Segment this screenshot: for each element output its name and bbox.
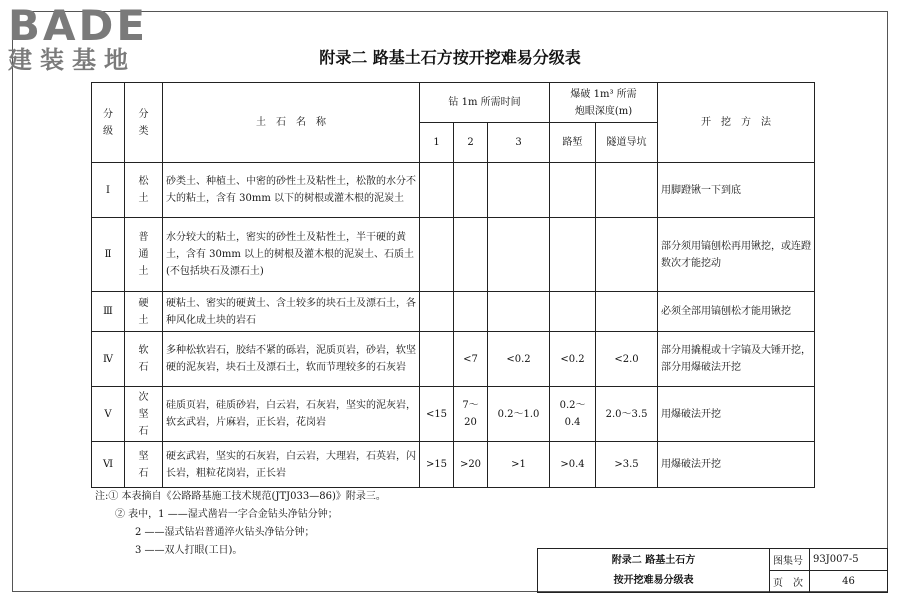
row-grade: Ⅲ [92,292,125,332]
note-3: 2 ——湿式钻岩普通淬火钻头净钻分钟； [135,527,315,538]
row-blast-tunnel: 2.0～3.5 [596,387,658,442]
row-name: 砂类土、种植土、中密的砂性土及粘性土，松散的水分不大的粘土，含有 30mm 以下的树根或灌木根的泥炭土 [163,163,420,218]
header-blast-cut: 路堑 [550,123,596,163]
row-name: 硬粘土、密实的硬黄土、含土较多的块石土及漂石土，各种风化成土块的岩石 [163,292,420,332]
row-drill-3 [488,292,550,332]
row-drill-1: <15 [420,387,454,442]
atlas-label: 图集号 [770,549,810,571]
header-drill-3: 3 [488,123,550,163]
header-drill-2: 2 [454,123,488,163]
atlas-value: 93J007-5 [810,549,888,571]
row-blast-tunnel [596,292,658,332]
header-grade: 分 级 [92,83,125,163]
row-grade: Ⅴ [92,387,125,442]
row-drill-1 [420,332,454,387]
row-method: 用脚蹬锹一下到底 [658,163,815,218]
row-drill-1: >15 [420,442,454,488]
row-drill-2 [454,163,488,218]
row-name: 硬玄武岩，坚实的石灰岩，白云岩，大理岩，石英岩，闪长岩，粗粒花岗岩，正长岩 [163,442,420,488]
row-drill-2 [454,218,488,292]
row-drill-3: >1 [488,442,550,488]
note-2: ② 表中，1 ——湿式凿岩一字合金钻头净钻分钟； [115,509,338,520]
note-4: 3 ——双人打眼(工日)。 [135,545,243,556]
page-label: 页 次 [770,571,810,593]
row-category: 软 石 [125,332,163,387]
row-method: 用爆破法开挖 [658,442,815,488]
row-grade: Ⅰ [92,163,125,218]
title-block-line-2: 按开挖难易分级表 [613,574,694,586]
table-row [92,387,815,442]
title-block [537,548,888,593]
header-blast-tunnel: 隧道导坑 [596,123,658,163]
table-row [92,442,815,488]
notes [95,488,386,560]
table-row [92,163,815,218]
header-row-1 [92,83,815,123]
row-grade: Ⅳ [92,332,125,387]
page-value: 46 [810,571,888,593]
row-category: 硬 土 [125,292,163,332]
table-row [92,292,815,332]
row-method: 必须全部用镐刨松才能用锹挖 [658,292,815,332]
row-category: 次 坚 石 [125,387,163,442]
note-1: 注:① 本表摘自《公路路基施工技术规范(JTJ033—86)》附录三。 [95,491,386,502]
row-name: 硅质页岩，硅质砂岩，白云岩，石灰岩，坚实的泥灰岩，软玄武岩，片麻岩，正长岩，花岗岩 [163,387,420,442]
row-grade: Ⅵ [92,442,125,488]
row-drill-3 [488,218,550,292]
row-blast-tunnel [596,163,658,218]
title-block-line-1: 附录二 路基土石方 [611,554,696,566]
row-drill-3 [488,163,550,218]
row-drill-2: <7 [454,332,488,387]
row-name: 水分较大的粘土，密实的砂性土及粘性土，半干硬的黄土，含有 30mm 以上的树根及灌木根的泥炭土、石质土(不包括块石及漂石土) [163,218,420,292]
page-title: 附录二 路基土石方按开挖难易分级表 [319,48,581,67]
table-row [92,218,815,292]
title-block-title [538,549,770,593]
logo-tagline: 建装基地 [8,46,136,74]
row-method: 用爆破法开挖 [658,387,815,442]
table-row [92,332,815,387]
logo-brand: BADE [8,1,149,50]
row-blast-tunnel: <2.0 [596,332,658,387]
header-blast-depth: 爆破 1m³ 所需 炮眼深度(m) [550,83,658,123]
row-drill-1 [420,292,454,332]
row-drill-1 [420,163,454,218]
row-category: 松 土 [125,163,163,218]
row-blast-cut [550,218,596,292]
row-category: 坚 石 [125,442,163,488]
row-blast-cut: 0.2～0.4 [550,387,596,442]
row-grade: Ⅱ [92,218,125,292]
row-blast-cut [550,163,596,218]
header-drill-1: 1 [420,123,454,163]
row-name: 多种松软岩石，胶结不紧的砾岩，泥质页岩，砂岩，软坚硬的泥灰岩，块石土及漂石土，软而节理较多的石灰岩 [163,332,420,387]
row-drill-2: 7～20 [454,387,488,442]
row-method: 部分须用镐刨松再用锹挖，或连蹬数次才能挖动 [658,218,815,292]
row-blast-tunnel [596,218,658,292]
row-drill-2 [454,292,488,332]
row-blast-cut [550,292,596,332]
classification-table [91,82,815,488]
header-method: 开 挖 方 法 [658,83,815,163]
row-blast-tunnel: >3.5 [596,442,658,488]
row-method: 部分用撬棍或十字镐及大锤开挖，部分用爆破法开挖 [658,332,815,387]
header-category: 分 类 [125,83,163,163]
row-drill-3: <0.2 [488,332,550,387]
row-category: 普 通 土 [125,218,163,292]
row-drill-1 [420,218,454,292]
row-drill-3: 0.2～1.0 [488,387,550,442]
row-blast-cut: >0.4 [550,442,596,488]
header-drill-time: 钻 1m 所需时间 [420,83,550,123]
row-blast-cut: <0.2 [550,332,596,387]
row-drill-2: >20 [454,442,488,488]
header-name: 土 石 名 称 [163,83,420,163]
